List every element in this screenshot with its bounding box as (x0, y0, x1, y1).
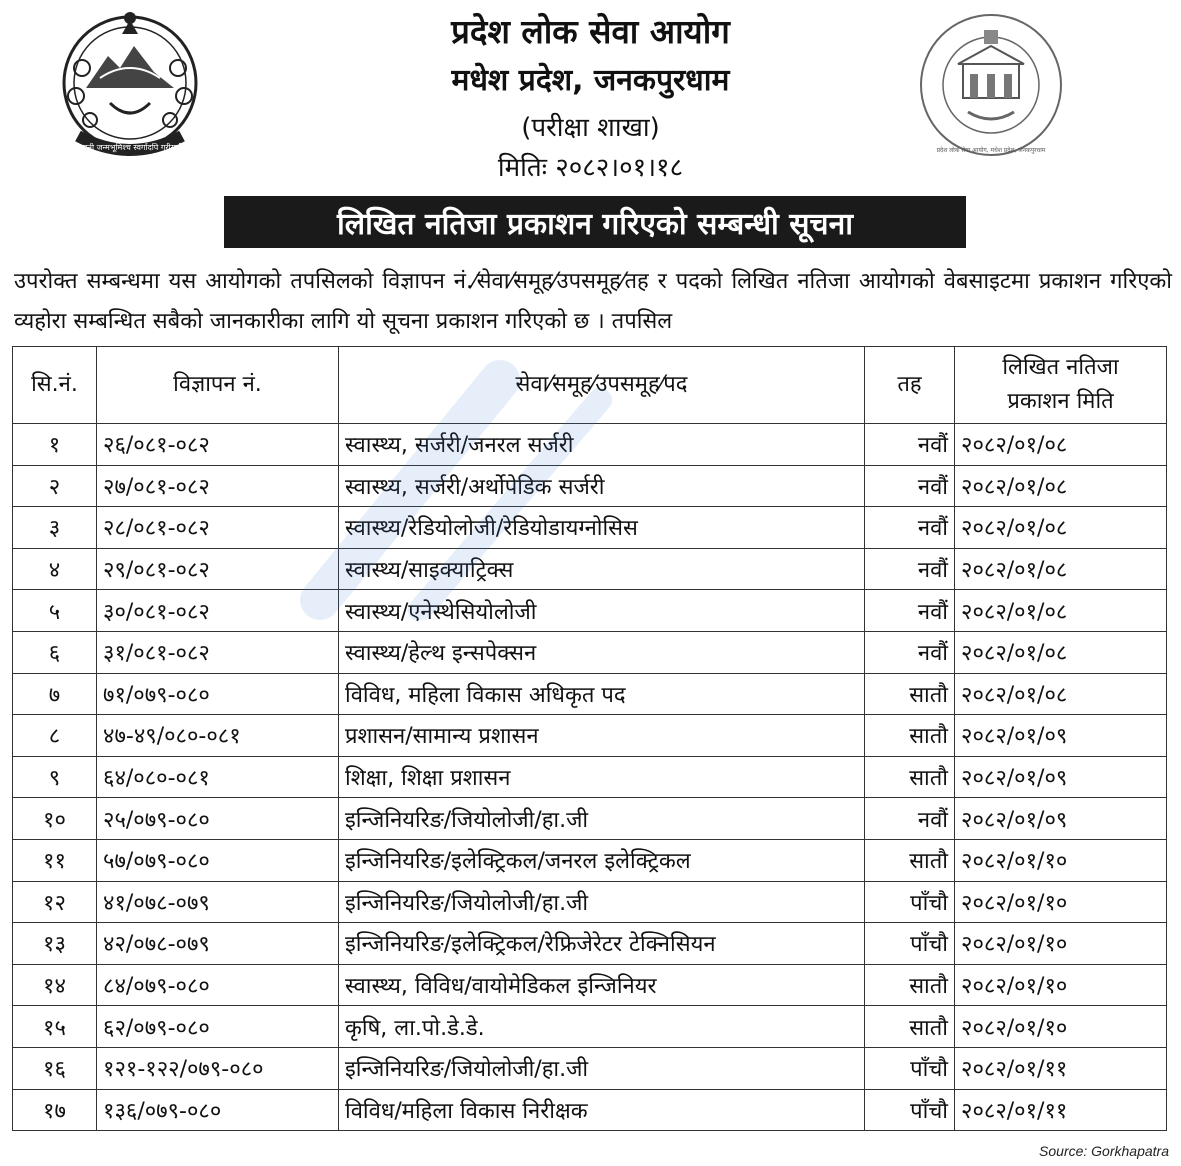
header-level: तह (865, 347, 955, 424)
cell-adv: १२१-१२२/०७९-०८० (97, 1047, 339, 1089)
cell-date: २०८२/०१/१० (955, 964, 1167, 1006)
notice-date: मितिः २०८२।०१।१८ (497, 153, 684, 183)
cell-sn: १३ (13, 923, 97, 965)
cell-adv: ४७-४९/०८०-०८१ (97, 715, 339, 757)
cell-service: स्वास्थ्य/हेल्थ इन्सपेक्सन (339, 631, 865, 673)
cell-service: स्वास्थ्य/एनेस्थेसियोलोजी (339, 590, 865, 632)
table-row (13, 1047, 1167, 1089)
cell-level: नवौं (865, 798, 955, 840)
cell-date: २०८२/०१/११ (955, 1047, 1167, 1089)
cell-adv: २८/०८१-०८२ (97, 507, 339, 549)
source-note: Source: Gorkhapatra (1039, 1143, 1169, 1159)
table-row (13, 1006, 1167, 1048)
cell-level: नवौं (865, 590, 955, 632)
page-title: प्रदेश लोक सेवा आयोग (451, 12, 730, 51)
cell-level: सातौ (865, 715, 955, 757)
cell-level: सातौ (865, 756, 955, 798)
table-body (13, 424, 1167, 1131)
cell-adv: ३०/०८१-०८२ (97, 590, 339, 632)
cell-date: २०८२/०१/१० (955, 839, 1167, 881)
cell-date: २०८२/०१/०८ (955, 548, 1167, 590)
cell-service: स्वास्थ्य, सर्जरी/जनरल सर्जरी (339, 424, 865, 466)
cell-date: २०८२/०१/०९ (955, 715, 1167, 757)
cell-sn: २ (13, 465, 97, 507)
cell-adv: २५/०७९-०८० (97, 798, 339, 840)
cell-service: स्वास्थ्य, विविध/वायोमेडिकल इन्जिनियर (339, 964, 865, 1006)
cell-date: २०८२/०१/१० (955, 923, 1167, 965)
table-row (13, 923, 1167, 965)
cell-service: इन्जिनियरिङ/इलेक्ट्रिकल/जनरल इलेक्ट्रिकल (339, 839, 865, 881)
table-row (13, 673, 1167, 715)
cell-date: २०८२/०१/१० (955, 881, 1167, 923)
table-row (13, 548, 1167, 590)
cell-level: सातौ (865, 1006, 955, 1048)
table-row (13, 590, 1167, 632)
header-service: सेवा⁄समूह⁄उपसमूह⁄पद (339, 347, 865, 424)
right-seal-text: प्रदेश लोक सेवा आयोग, मधेश प्रदेश, जनकपुरधाम (936, 147, 1046, 154)
cell-service: स्वास्थ्य/रेडियोलोजी/रेडियोडायग्नोसिस (339, 507, 865, 549)
cell-sn: १० (13, 798, 97, 840)
cell-sn: ११ (13, 839, 97, 881)
table-row (13, 964, 1167, 1006)
cell-sn: ८ (13, 715, 97, 757)
table-row (13, 798, 1167, 840)
cell-level: सातौ (865, 673, 955, 715)
cell-level: नवौं (865, 424, 955, 466)
cell-date: २०८२/०१/०८ (955, 424, 1167, 466)
cell-service: इन्जिनियरिङ/जियोलोजी/हा.जी (339, 1047, 865, 1089)
cell-service: स्वास्थ्य, सर्जरी/अर्थोपेडिक सर्जरी (339, 465, 865, 507)
left-seal-text: जननी जन्मभूमिश्च स्वर्गादपि गरीयसी (77, 143, 183, 152)
notice-banner: लिखित नतिजा प्रकाशन गरिएको सम्बन्धी सूचना (224, 196, 966, 248)
branch-label: (परीक्षा शाखा) (521, 113, 660, 143)
cell-service: शिक्षा, शिक्षा प्रशासन (339, 756, 865, 798)
cell-service: कृषि, ला.पो.डे.डे. (339, 1006, 865, 1048)
cell-adv: ४१/०७८-०७९ (97, 881, 339, 923)
cell-adv: २६/०८१-०८२ (97, 424, 339, 466)
table-row (13, 1089, 1167, 1131)
table-row (13, 715, 1167, 757)
cell-date: २०८२/०१/०८ (955, 590, 1167, 632)
cell-sn: ४ (13, 548, 97, 590)
cell-sn: ७ (13, 673, 97, 715)
cell-service: प्रशासन/सामान्य प्रशासन (339, 715, 865, 757)
cell-date: २०८२/०१/०९ (955, 756, 1167, 798)
cell-level: नवौं (865, 507, 955, 549)
cell-date: २०८२/०१/०९ (955, 798, 1167, 840)
cell-sn: ३ (13, 507, 97, 549)
cell-sn: १६ (13, 1047, 97, 1089)
table-row (13, 424, 1167, 466)
cell-level: नवौं (865, 631, 955, 673)
cell-service: इन्जिनियरिङ/जियोलोजी/हा.जी (339, 798, 865, 840)
cell-sn: १ (13, 424, 97, 466)
table-row (13, 465, 1167, 507)
cell-sn: १२ (13, 881, 97, 923)
cell-service: विविध, महिला विकास अधिकृत पद (339, 673, 865, 715)
cell-adv: ७१/०७९-०८० (97, 673, 339, 715)
cell-adv: ४२/०७८-०७९ (97, 923, 339, 965)
cell-sn: १५ (13, 1006, 97, 1048)
header-date-line2: प्रकाशन मिति (1007, 389, 1114, 414)
cell-service: इन्जिनियरिङ/इलेक्ट्रिकल/रेफ्रिजेरेटर टेक्निसियन (339, 923, 865, 965)
cell-level: पाँचौ (865, 1047, 955, 1089)
cell-adv: ८४/०७९-०८० (97, 964, 339, 1006)
table-row (13, 756, 1167, 798)
table-row (13, 839, 1167, 881)
cell-level: पाँचौ (865, 881, 955, 923)
cell-level: सातौ (865, 839, 955, 881)
cell-level: नवौं (865, 465, 955, 507)
header-adv: विज्ञापन नं. (97, 347, 339, 424)
cell-adv: ५७/०७९-०८० (97, 839, 339, 881)
table-row (13, 631, 1167, 673)
cell-date: २०८२/०१/०८ (955, 507, 1167, 549)
cell-sn: १७ (13, 1089, 97, 1131)
cell-date: २०८२/०१/०८ (955, 465, 1167, 507)
results-table (12, 346, 1167, 1131)
cell-service: इन्जिनियरिङ/जियोलोजी/हा.जी (339, 881, 865, 923)
cell-level: पाँचौ (865, 1089, 955, 1131)
cell-sn: ६ (13, 631, 97, 673)
cell-adv: २७/०८१-०८२ (97, 465, 339, 507)
header-date (955, 347, 1167, 424)
cell-date: २०८२/०१/०८ (955, 631, 1167, 673)
page-subtitle: मधेश प्रदेश, जनकपुरधाम (451, 63, 730, 98)
cell-adv: २९/०८१-०८२ (97, 548, 339, 590)
cell-level: पाँचौ (865, 923, 955, 965)
cell-level: नवौं (865, 548, 955, 590)
cell-date: २०८२/०१/११ (955, 1089, 1167, 1131)
cell-date: २०८२/०१/१० (955, 1006, 1167, 1048)
cell-level: सातौ (865, 964, 955, 1006)
table-row (13, 507, 1167, 549)
table-header-row (13, 347, 1167, 424)
header-date-line1: लिखित नतिजा (1002, 355, 1119, 380)
cell-adv: १३६/०७९-०८० (97, 1089, 339, 1131)
cell-sn: ५ (13, 590, 97, 632)
cell-adv: ६२/०७९-०८० (97, 1006, 339, 1048)
cell-date: २०८२/०१/०८ (955, 673, 1167, 715)
cell-service: स्वास्थ्य/साइक्याट्रिक्स (339, 548, 865, 590)
notice-intro: उपरोक्त सम्बन्धमा यस आयोगको तपसिलको विज्ञापन नं.⁄सेवा⁄समूह⁄उपसमूह⁄तह र पदको लिखित नतिजा आयोगको वेबसाइटमा प्रकाशन गरिएको व्यहोरा सम्बन्धित सबैको जानकारीका लागि यो सूचना प्रकाशन गरिएको छ । तपसिल (14, 269, 1172, 334)
header-sn: सि.नं. (13, 347, 97, 424)
cell-sn: ९ (13, 756, 97, 798)
cell-adv: ३१/०८१-०८२ (97, 631, 339, 673)
cell-sn: १४ (13, 964, 97, 1006)
cell-adv: ६४/०८०-०८१ (97, 756, 339, 798)
table-row (13, 881, 1167, 923)
cell-service: विविध/महिला विकास निरीक्षक (339, 1089, 865, 1131)
